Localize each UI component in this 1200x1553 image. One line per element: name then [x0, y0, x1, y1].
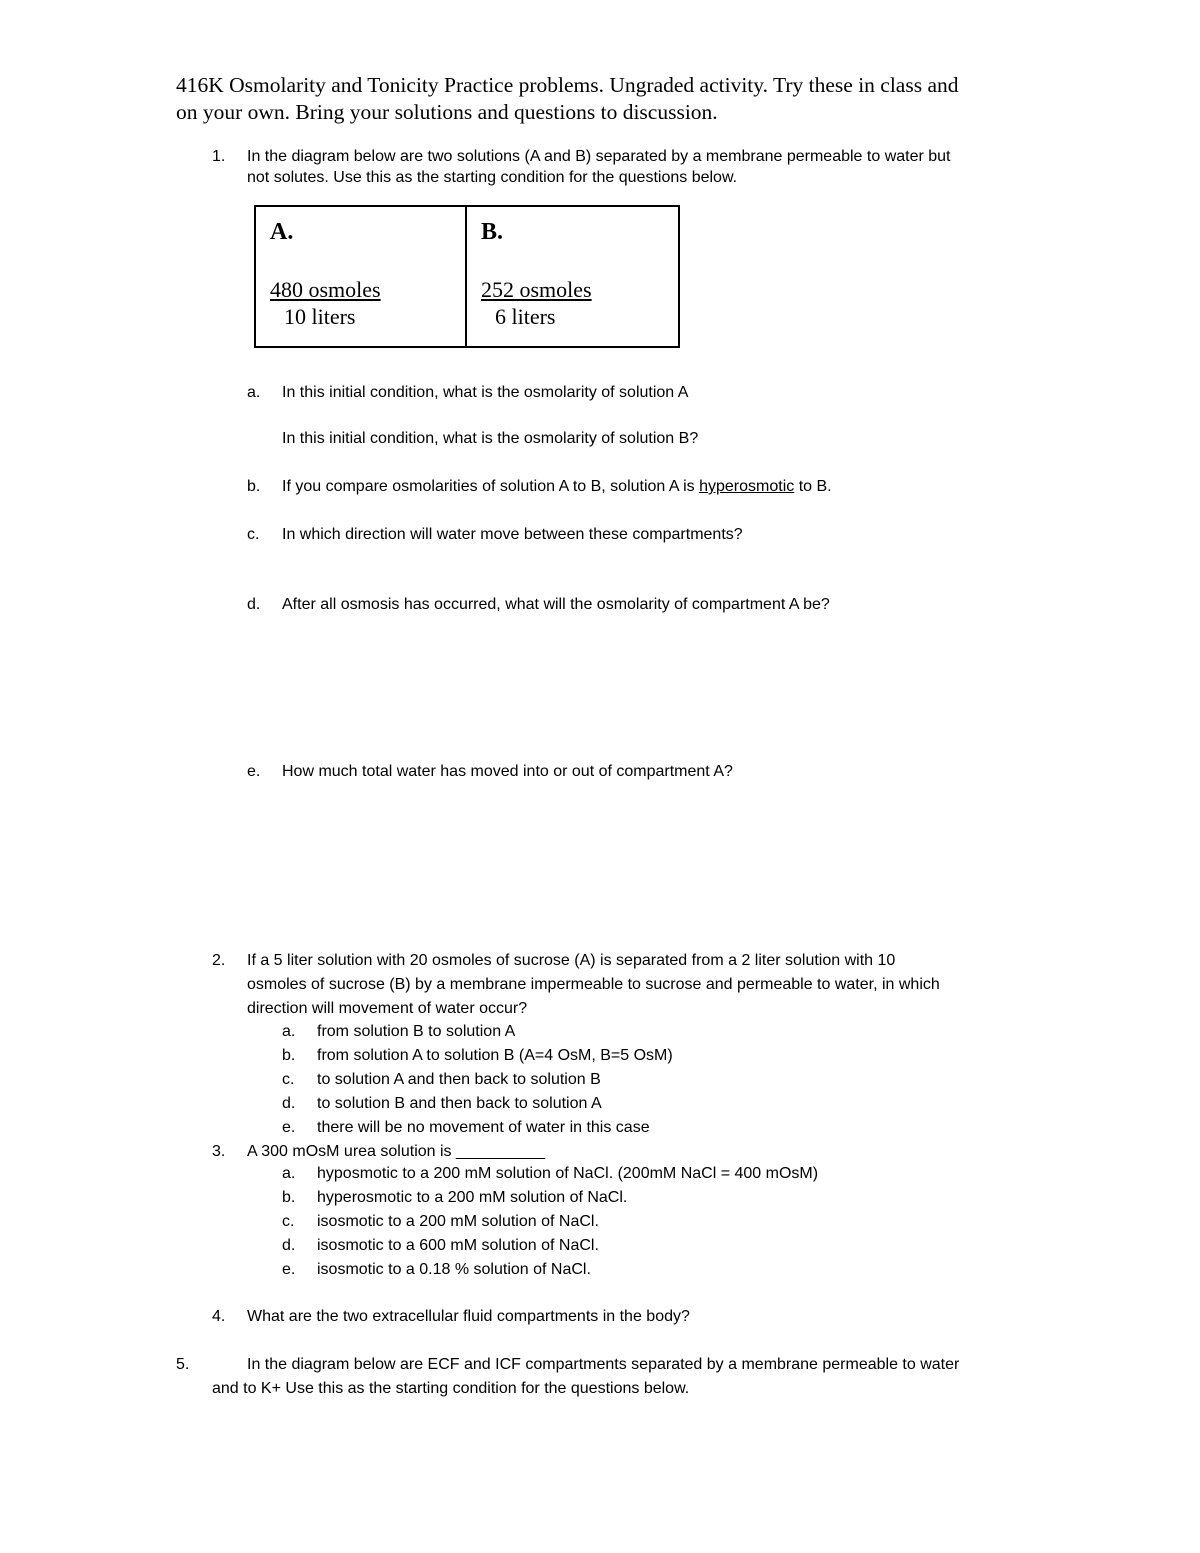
filled-answer: hyperosmotic: [699, 478, 795, 495]
question-text-line: If a 5 liter solution with 20 osmoles of sucrose (A) is separated from a 2 liter solution with 10: [247, 952, 896, 969]
option-text: from solution A to solution B (A=4 OsM, B=5 OsM): [317, 1047, 673, 1064]
option-letter: e.: [282, 1261, 296, 1278]
compartment-diagram: [254, 205, 680, 348]
subquestion-text: In which direction will water move between these compartments?: [282, 526, 743, 543]
compartment-osmoles: 480 osmoles: [270, 277, 381, 302]
subquestion-text: After all osmosis has occurred, what will the osmolarity of compartment A be?: [282, 596, 830, 613]
option-letter: c.: [282, 1213, 295, 1230]
question-text-line: not solutes. Use this as the starting condition for the questions below.: [247, 169, 738, 186]
option-text: hyposmotic to a 200 mM solution of NaCl. (200mM NaCl = 400 mOsM): [317, 1165, 819, 1182]
option-letter: b.: [282, 1189, 296, 1206]
question-text-line: What are the two extracellular fluid compartments in the body?: [247, 1308, 690, 1325]
subquestion-letter: b.: [247, 478, 261, 495]
option-letter: e.: [282, 1119, 296, 1136]
compartment-volume: 6 liters: [495, 304, 556, 329]
option-text: hyperosmotic to a 200 mM solution of NaCl.: [317, 1189, 628, 1206]
question-number: 1.: [212, 148, 226, 165]
option-letter: d.: [282, 1095, 296, 1112]
question-number: 4.: [212, 1308, 226, 1325]
subquestion-letter: a.: [247, 384, 261, 401]
option-letter: c.: [282, 1071, 295, 1088]
compartment-label: B.: [481, 219, 504, 245]
compartment-label: A.: [270, 219, 294, 245]
option-text: isosmotic to a 0.18 % solution of NaCl.: [317, 1261, 591, 1278]
option-text: to solution A and then back to solution B: [317, 1071, 601, 1088]
subquestion-text-part: to B.: [794, 478, 832, 495]
option-letter: d.: [282, 1237, 296, 1254]
compartment-volume: 10 liters: [284, 304, 356, 329]
subquestion-text: In this initial condition, what is the osmolarity of solution A: [282, 384, 689, 401]
subquestion-letter: c.: [247, 526, 260, 543]
subquestion-letter: e.: [247, 763, 261, 780]
option-text: to solution B and then back to solution A: [317, 1095, 602, 1112]
option-letter: b.: [282, 1047, 296, 1064]
option-text: isosmotic to a 200 mM solution of NaCl.: [317, 1213, 599, 1230]
question-number: 3.: [212, 1143, 226, 1160]
compartment-b: [467, 207, 678, 346]
worksheet-title: [176, 72, 959, 126]
question-number: 5.: [176, 1356, 190, 1373]
option-text: there will be no movement of water in this case: [317, 1119, 650, 1136]
subquestion-text: [282, 475, 832, 499]
title-line-1: 416K Osmolarity and Tonicity Practice problems. Ungraded activity. Try these in class and: [176, 73, 959, 97]
question-text-line: direction will movement of water occur?: [247, 1000, 528, 1017]
question-text-line: and to K+ Use this as the starting condition for the questions below.: [212, 1380, 690, 1397]
subquestion-text: In this initial condition, what is the osmolarity of solution B?: [282, 430, 699, 447]
question-text-line: A 300 mOsM urea solution is __________: [247, 1143, 545, 1160]
compartment-osmoles: 252 osmoles: [481, 277, 592, 302]
compartment-a: [256, 207, 467, 346]
option-letter: a.: [282, 1165, 296, 1182]
subquestion-letter: d.: [247, 596, 261, 613]
question-text-line: In the diagram below are two solutions (A and B) separated by a membrane permeable to water but: [247, 148, 951, 165]
option-letter: a.: [282, 1023, 296, 1040]
question-text-line: In the diagram below are ECF and ICF compartments separated by a membrane permeable to water: [247, 1356, 960, 1373]
subquestion-text-part: If you compare osmolarities of solution A to B, solution A is: [282, 478, 700, 495]
option-text: from solution B to solution A: [317, 1023, 516, 1040]
subquestion-text: How much total water has moved into or out of compartment A?: [282, 763, 733, 780]
title-line-2: on your own. Bring your solutions and questions to discussion.: [176, 100, 718, 124]
option-text: isosmotic to a 600 mM solution of NaCl.: [317, 1237, 599, 1254]
question-text-line: osmoles of sucrose (B) by a membrane impermeable to sucrose and permeable to water, in which: [247, 976, 940, 993]
question-number: 2.: [212, 952, 226, 969]
